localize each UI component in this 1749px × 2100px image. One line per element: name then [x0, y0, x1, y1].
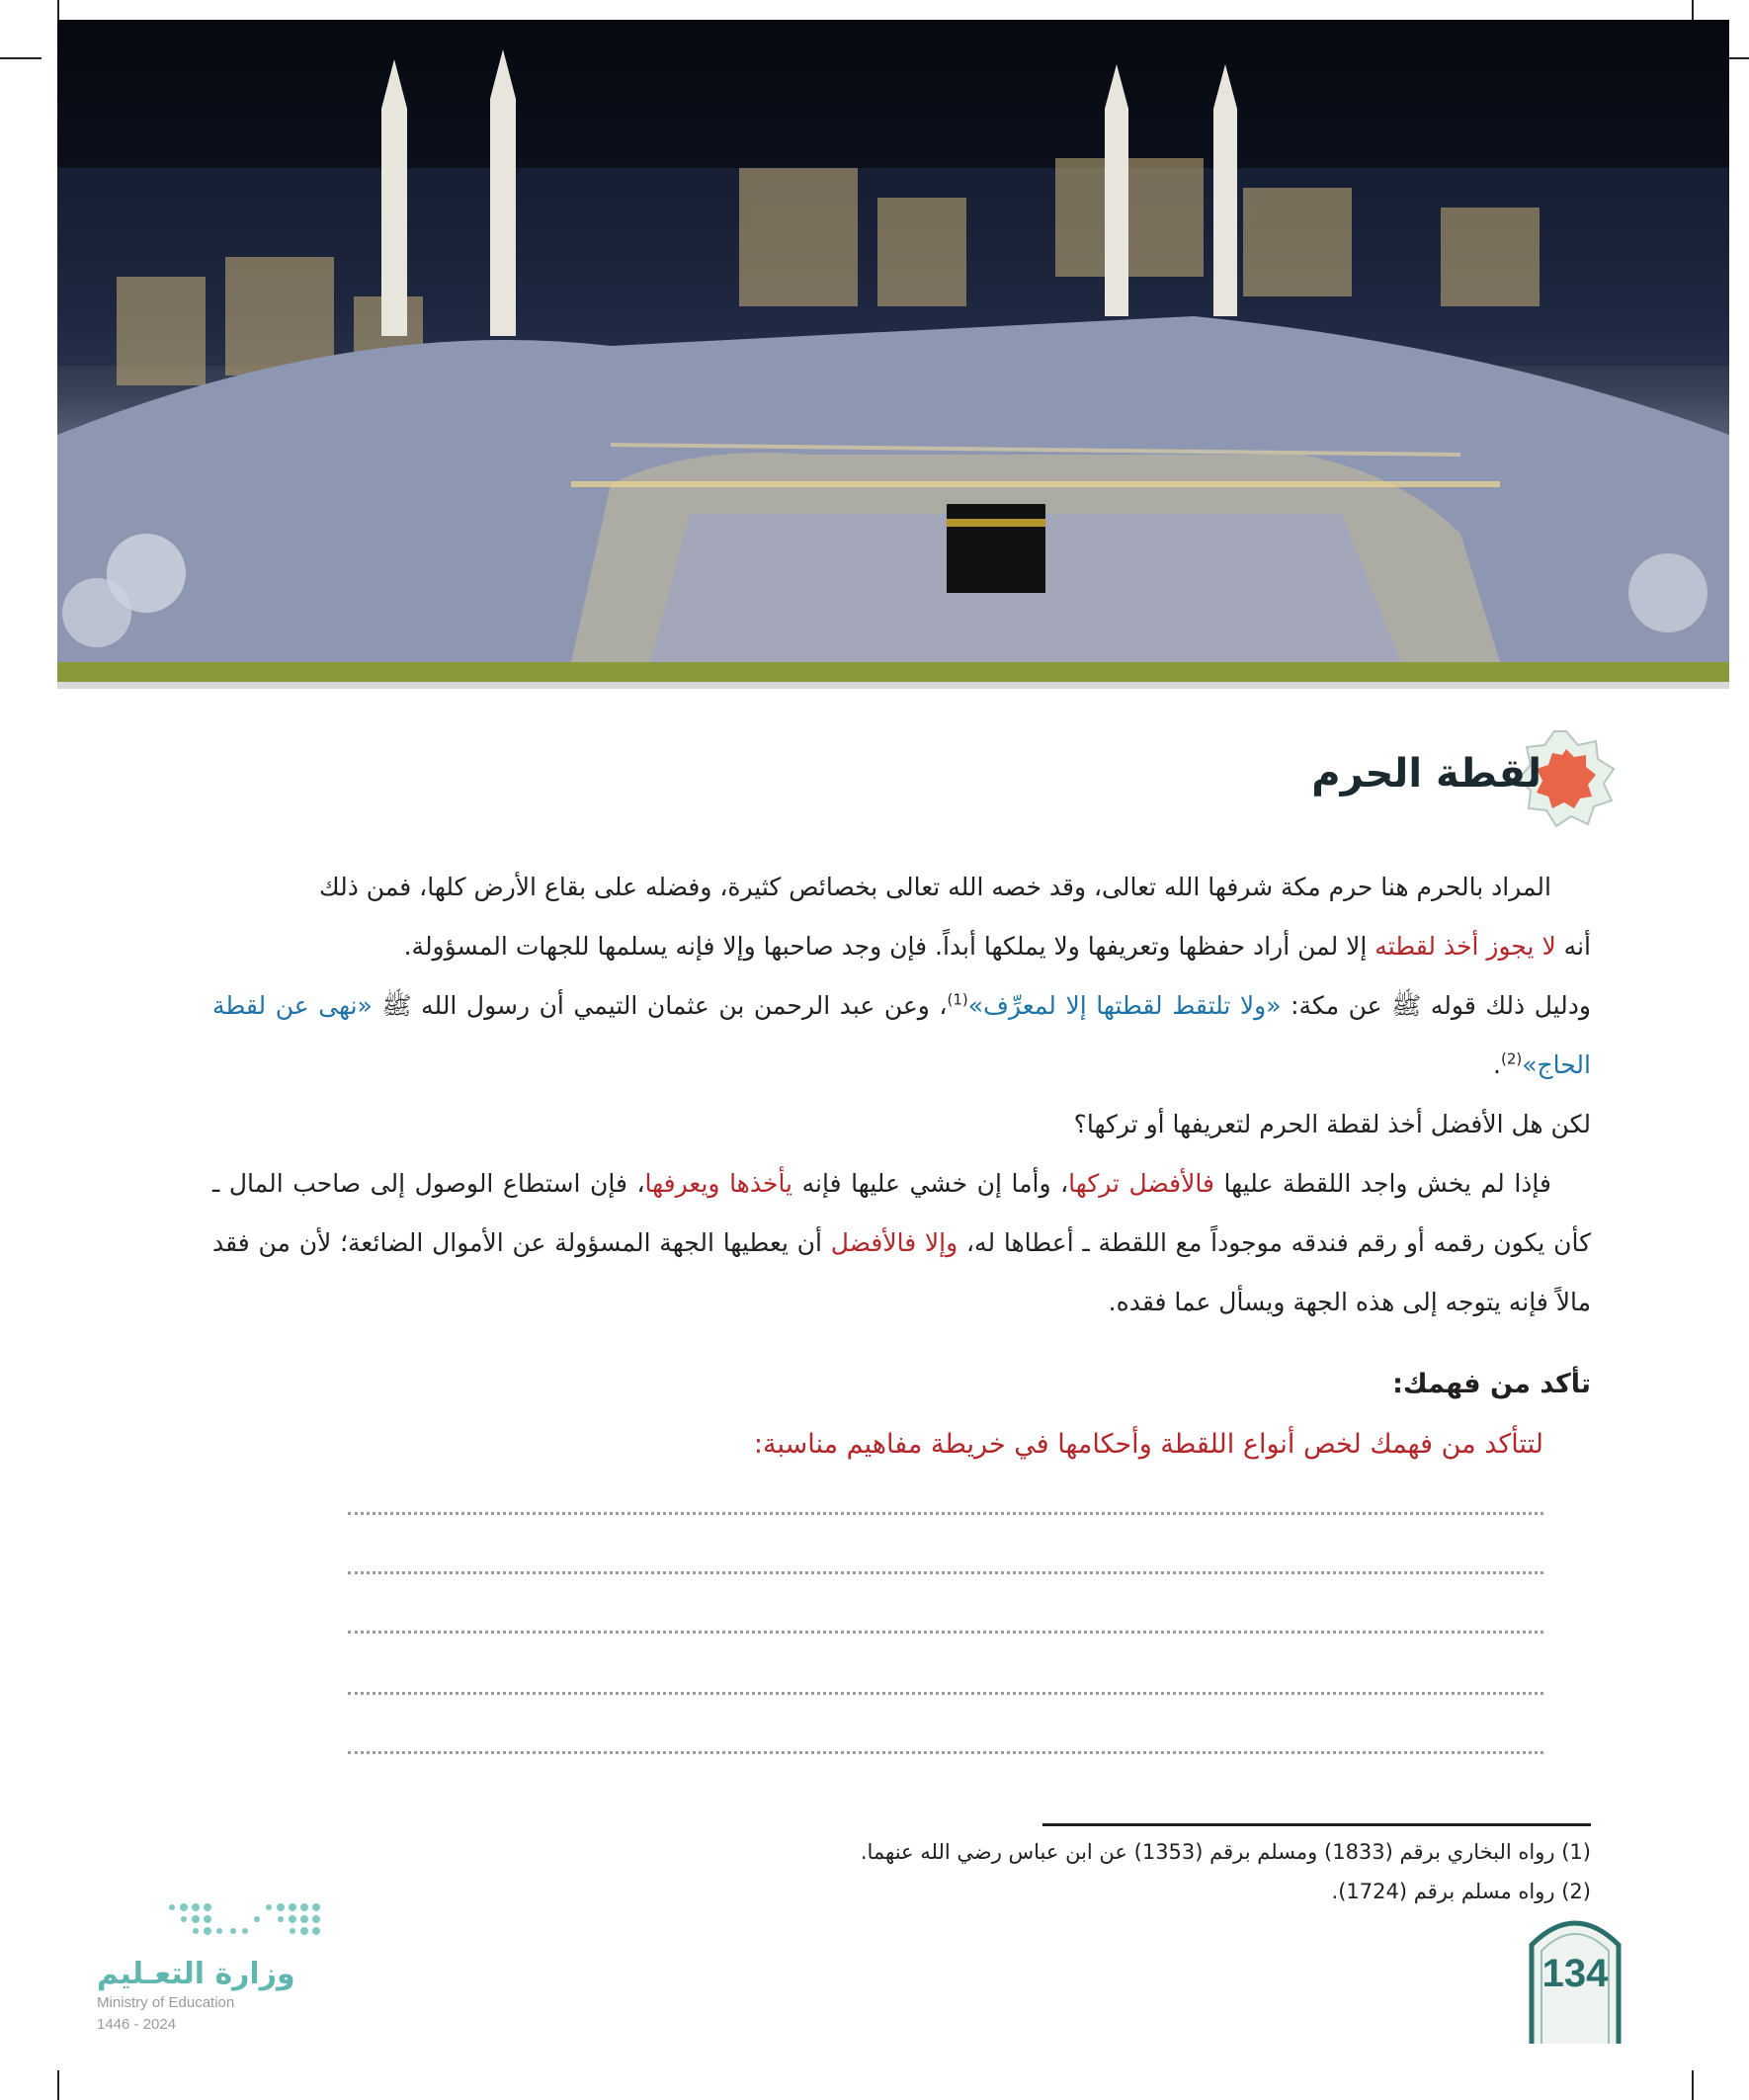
highlight-red: لا يجوز أخذ لقطته: [1374, 932, 1556, 961]
ministry-logo-icon: [168, 1899, 326, 1943]
crop-mark: [57, 2070, 59, 2100]
paragraph-3: [212, 976, 1591, 1095]
page-number: 134: [1541, 1952, 1609, 1995]
header-photo-masjid-al-haram: [57, 20, 1729, 662]
paragraph-text: المراد بالحرم هنا حرم مكة شرفها الله تعالى، وقد خصه الله تعالى بخصائص كثيرة، وفضله على بقاع الأرض كلها، فمن ذلك: [319, 873, 1551, 901]
ministry-year: 2024 - 1446: [97, 2016, 177, 2033]
paragraph-text: لكن هل الأفضل أخذ لقطة الحرم لتعريفها أو تركها؟: [1073, 1110, 1591, 1138]
paragraph-text: إلا لمن أراد حفظها وتعريفها ولا يملكها أبداً. فإن وجد صاحبها وإلا فإنه يسلمها للجهات المسؤولة.: [403, 932, 1375, 961]
footnote-ref: (2): [1500, 1050, 1523, 1068]
footnote-2: (2) رواه مسلم برقم (1724).: [1331, 1880, 1591, 1903]
ministry-name-ar: وزارة التعـليم: [97, 1957, 295, 1991]
answer-line[interactable]: [348, 1631, 1543, 1634]
hadith-quote: «ولا تلتقط لقطتها إلا لمعرِّف»: [967, 991, 1282, 1020]
paragraph-text: ، وأما إن خشي عليها فإنه: [792, 1169, 1069, 1198]
paragraph-text: ، فإن استطاع الوصول إلى صاحب المال ـ كأن يكون رقمه أو رقم فندقه موجوداً مع اللقطة ـ أعطاها له،: [212, 1169, 1591, 1257]
check-understanding-heading: تأكد من فهمك:: [1392, 1369, 1591, 1399]
ministry-name-en: Ministry of Education: [97, 1994, 235, 2011]
section-title: لقطة الحرم: [1311, 751, 1541, 797]
footnote-1: (1) رواه البخاري برقم (1833) ومسلم برقم (1353) عن ابن عباس رضي الله عنهما.: [860, 1840, 1591, 1864]
highlight-red: وإلا فالأفضل: [830, 1228, 958, 1257]
paragraph-text: ودليل ذلك قوله ﷺ عن مكة:: [1281, 991, 1591, 1020]
footnote-ref: (1): [947, 990, 968, 1009]
photo-underline-bar: [57, 662, 1729, 682]
paragraph-5: [212, 1154, 1591, 1332]
paragraph-1: [212, 858, 1591, 917]
highlight-red: يأخذها ويعرفها: [644, 1169, 793, 1198]
photo-underline-shadow: [57, 682, 1729, 689]
answer-line[interactable]: [348, 1512, 1543, 1515]
paragraph-4: [212, 1095, 1591, 1154]
answer-line[interactable]: [348, 1571, 1543, 1574]
footnote-rule: [1042, 1823, 1591, 1826]
paragraph-2: [212, 917, 1591, 976]
paragraph-text: ، وعن عبد الرحمن بن عثمان التيمي أن رسول الله ﷺ: [372, 991, 948, 1020]
photo-illustration: [57, 20, 1729, 662]
crop-mark: [0, 57, 42, 59]
hadith-quote: «نهى عن لقطة الحاج»: [212, 991, 1591, 1079]
paragraph-text: .: [1493, 1050, 1501, 1079]
paragraph-text: أنه: [1555, 932, 1591, 961]
check-understanding-prompt: لتتأكد من فهمك لخص أنواع اللقطة وأحكامها في خريطة مفاهيم مناسبة:: [753, 1429, 1543, 1460]
answer-line[interactable]: [348, 1692, 1543, 1695]
highlight-red: فالأفضل تركها: [1068, 1169, 1214, 1198]
paragraph-text: فإذا لم يخش واجد اللقطة عليها: [1213, 1169, 1551, 1198]
paragraph-text: أن يعطيها الجهة المسؤولة عن الأموال الضائعة؛ لأن من فقد مالاً فإنه يتوجه إلى هذه الجهة ويسأل عما فقده.: [212, 1228, 1591, 1316]
body-text: [212, 858, 1591, 1332]
answer-line[interactable]: [348, 1751, 1543, 1754]
crop-mark: [57, 0, 59, 20]
crop-mark: [1692, 2070, 1694, 2100]
